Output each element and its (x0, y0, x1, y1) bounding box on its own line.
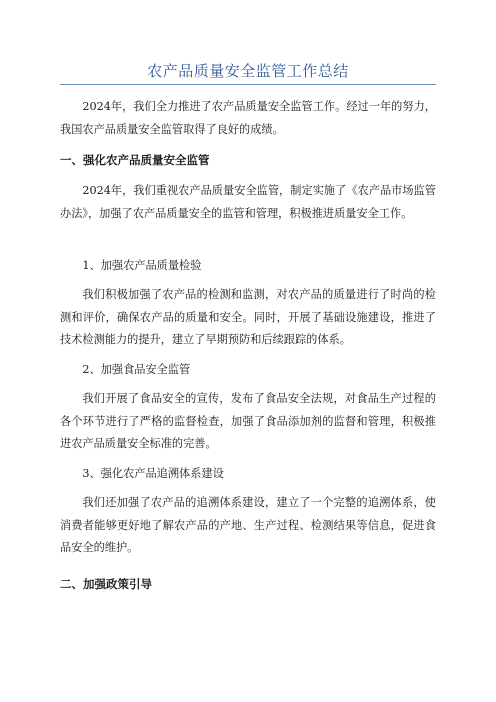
subsection-2-body: 我们开展了食品安全的宣传，发布了食品安全法规，对食品生产过程的各个环节进行了严格的监督检查，加强了食品添加剂的监督和管理，积极推进农产品质量安全标准的完善。 (60, 392, 436, 450)
subsection-1-title: 1、加强农产品质量检验 (82, 259, 202, 272)
subsection-2-title: 2、加强食品安全监管 (82, 363, 191, 376)
title-underline (60, 84, 436, 85)
subsection-1-body: 我们积极加强了农产品的检测和监测，对农产品的质量进行了时尚的检测和评价，确保农产品的质量和安全。同时，开展了基础设施建设，推进了技术检测能力的提升，建立了早期预防和后续跟踪的体系。 (60, 288, 436, 346)
intro-paragraph: 2024年，我们全力推进了农产品质量安全监管工作。经过一年的努力，我国农产品质量安全监管取得了良好的成绩。 (60, 100, 436, 136)
section-1-body: 2024年，我们重视农产品质量安全监管，制定实施了《农产品市场监管办法》，加强了农产品质量安全的监管和管理，积极推进质量安全工作。 (60, 184, 436, 220)
section-2-heading: 二、加强政策引导 (60, 577, 152, 591)
document-title: 农产品质量安全监管工作总结 (147, 62, 349, 80)
subsection-3-body: 我们还加强了农产品的追溯体系建设，建立了一个完整的追溯体系，使消费者能够更好地了解农产品的产地、生产过程、检测结果等信息，促进食品安全的维护。 (60, 496, 436, 554)
section-1-heading: 一、强化农产品质量安全监管 (60, 153, 210, 167)
subsection-3-title: 3、强化农产品追溯体系建设 (82, 467, 224, 480)
